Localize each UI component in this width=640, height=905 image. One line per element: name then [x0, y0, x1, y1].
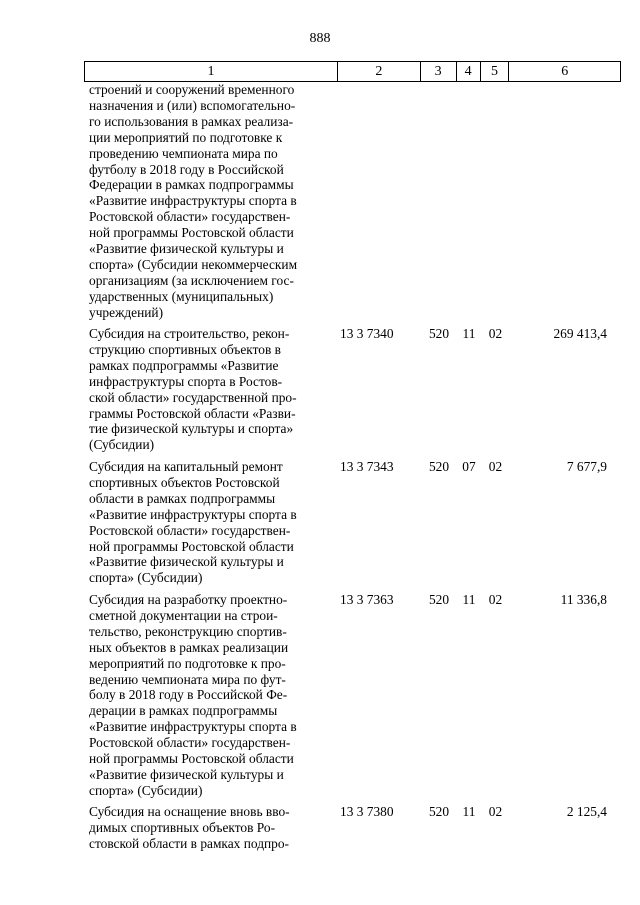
header-col-6: 6	[561, 64, 569, 79]
row-sum-cell: 269 413,4	[553, 326, 607, 341]
header-col-3: 3	[421, 62, 457, 81]
table-header-row	[84, 61, 621, 82]
table-row	[84, 804, 621, 854]
row-vr-cell: 520	[428, 804, 450, 819]
row-vr-cell: 520	[428, 592, 450, 607]
page-number: 888	[309, 31, 331, 46]
row-vr-cell: 520	[428, 326, 450, 341]
row-vr-cell: 520	[428, 459, 450, 474]
row-code-cell: 13 3 7343	[340, 459, 394, 474]
row-name-cell: Субсидия на строительство, рекон- струкцию спортивных объектов в рамках подпрограммы «Развитие инфраструктуры спорта в Ростов- ской области» государственной про- граммы Ростовской области «Разви- тие физической культуры и спорта» (Субсидии)	[89, 326, 297, 453]
header-col-2: 2	[338, 62, 421, 81]
row-sum-cell: 11 336,8	[560, 592, 607, 607]
header-col-5: 5	[481, 62, 510, 81]
row-pr-cell: 02	[488, 459, 503, 474]
row-code-cell: 13 3 7340	[340, 326, 394, 341]
table-row	[84, 592, 621, 804]
row-rz-cell: 07	[462, 459, 476, 474]
row-sum-cell: 2 125,4	[566, 804, 607, 819]
table-row	[84, 459, 621, 592]
header-col-4: 4	[457, 62, 481, 81]
row-rz-cell: 11	[462, 326, 476, 341]
row-sum-cell: 7 677,9	[566, 459, 607, 474]
header-col-1: 1	[85, 62, 338, 81]
table-body	[84, 82, 621, 854]
row-pr-cell: 02	[488, 804, 503, 819]
row-name-cell: строений и сооружений временного назначения и (или) вспомогательно- го использования в рамках реализа- ции мероприятий по подготовке к проведению чемпионата мира по футболу в 2018 году в Российской Федерации в рамках подпрограммы «Развитие инфраструктуры спорта в Ростовской области» государствен- ной программы Ростовской области «Развитие физической культуры и спорта» (Субсидии некоммерческим организациям (за исключением гос- ударственных (муниципальных) учреждений)	[89, 82, 298, 320]
row-pr-cell: 02	[488, 592, 503, 607]
row-name-cell: Субсидия на оснащение вновь вво- димых спортивных объектов Ро- стовской области в рамках подпро-	[89, 804, 290, 851]
row-rz-cell: 11	[462, 804, 476, 819]
row-pr-cell: 02	[488, 326, 503, 341]
row-code-cell: 13 3 7363	[340, 592, 394, 607]
row-name-cell: Субсидия на капитальный ремонт спортивных объектов Ростовской области в рамках подпрограммы «Развитие инфраструктуры спорта в Ростовской области» государствен- ной программы Ростовской области «Развитие физической культуры и спорта» (Субсидии)	[89, 459, 297, 586]
table-row	[84, 82, 621, 326]
table-row	[84, 326, 621, 459]
row-code-cell: 13 3 7380	[340, 804, 394, 819]
row-rz-cell: 11	[462, 592, 476, 607]
row-name-cell: Субсидия на разработку проектно- сметной документации на строи- тельство, реконструкцию спортив- ных объектов в рамках реализации мероприятий по подготовке к про- ведению чемпионата мира по фут- болу в 2018 году в Российской Фе- дерации в рамках подпрограммы «Развитие инфраструктуры спорта в Ростовской области» государствен- ной программы Ростовской области «Развитие физической культуры и спорта» (Субсидии)	[89, 592, 297, 798]
